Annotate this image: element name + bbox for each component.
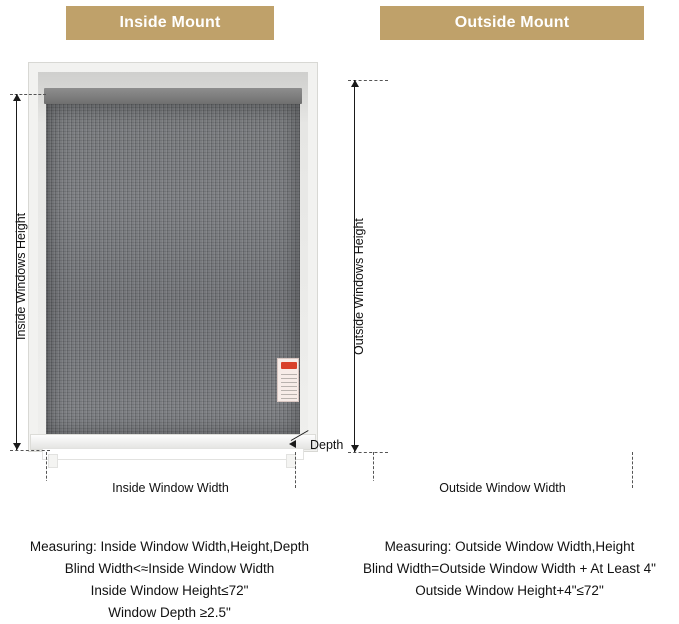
- inside-width-label: Inside Window Width: [46, 481, 295, 495]
- arrow-left-icon: [289, 440, 296, 448]
- caption-line: Window Depth ≥2.5": [108, 605, 231, 620]
- caption-line: Blind Width=Outside Window Width + At Least 4": [363, 561, 656, 576]
- width-extension-right: [295, 452, 296, 488]
- caption-line: Blind Width<≈Inside Window Width: [64, 561, 275, 576]
- arrow-down-icon: [351, 445, 359, 452]
- outside-width-label: Outside Window Width: [373, 481, 632, 495]
- inside-mount-caption: [0, 536, 339, 624]
- inside-mount-banner-label: Inside Mount: [119, 14, 221, 31]
- window-sill-front: [42, 448, 304, 460]
- arrow-up-icon: [351, 80, 359, 87]
- caption-line: Outside Window Height+4"≤72": [415, 583, 604, 598]
- outside-mount-panel: [340, 0, 679, 617]
- arrow-down-icon: [13, 443, 21, 450]
- caption-line: Inside Window Height≤72": [90, 583, 249, 598]
- pull-tag-icon: [277, 358, 299, 402]
- inside-mount-illustration: [28, 62, 318, 462]
- inside-height-label: Inside Windows Height: [14, 212, 28, 340]
- height-extension-bottom: [10, 450, 50, 451]
- height-extension-bottom: [348, 452, 388, 453]
- caption-line: Measuring: Outside Window Width,Height: [384, 539, 635, 554]
- blind-headrail: [44, 88, 302, 104]
- caption-line: Measuring: Inside Window Width,Height,Depth: [29, 539, 310, 554]
- outside-mount-banner: [380, 6, 644, 40]
- arrow-up-icon: [13, 94, 21, 101]
- blind-fabric: [46, 104, 300, 434]
- depth-label: Depth: [310, 438, 344, 452]
- width-extension-right: [632, 452, 633, 488]
- outside-mount-banner-label: Outside Mount: [454, 14, 570, 31]
- outside-mount-caption: [340, 536, 679, 602]
- outside-height-label: Outside Windows Height: [352, 218, 366, 355]
- inside-mount-banner: [66, 6, 274, 40]
- window-sill-leg: [48, 454, 58, 468]
